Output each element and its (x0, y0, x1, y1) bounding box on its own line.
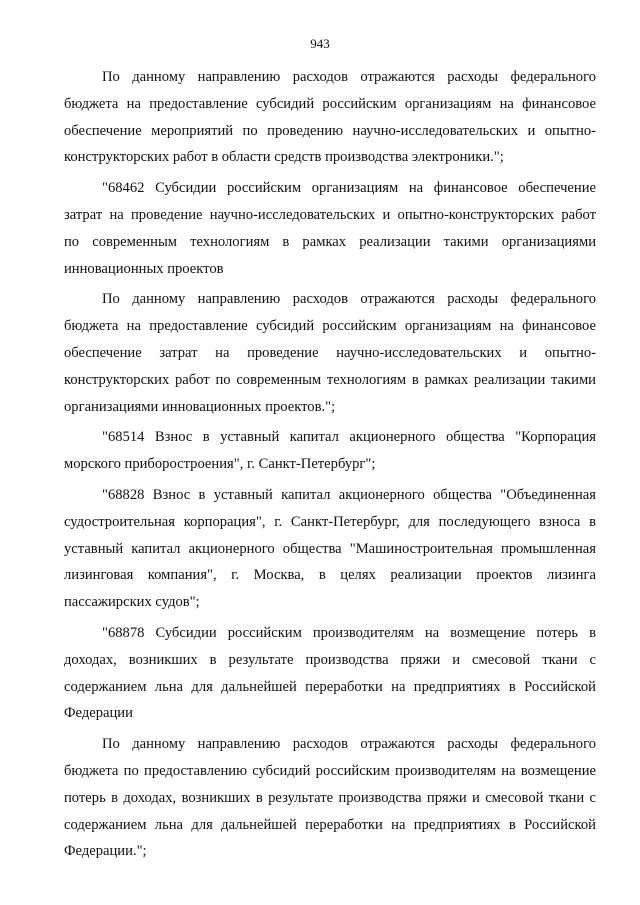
paragraph-7 (64, 731, 596, 865)
paragraph-line: "68514 Взнос в уставный капитал акционерного общества "Корпорация (102, 429, 596, 446)
paragraph-line: По данному направлению расходов отражаются расходы федерального (102, 69, 596, 85)
paragraph-5 (64, 482, 596, 616)
paragraph-line: обеспечение затрат на проведение научно-исследовательских и опытно- (64, 344, 596, 361)
paragraph-line: бюджета на предоставление субсидий российским организациям на финансовое (64, 318, 596, 335)
paragraph-4 (64, 424, 596, 478)
paragraph-2 (64, 175, 596, 282)
paragraph-line: бюджета на предоставление субсидий российским организациям на финансовое (64, 95, 596, 112)
paragraph-line: По данному направлению расходов отражаются расходы федерального (102, 291, 596, 308)
paragraph-line: "68878 Субсидии российским производителям на возмещение потерь в (102, 624, 596, 641)
paragraph-line: пассажирских судов"; (64, 594, 200, 611)
paragraph-line: По данному направлению расходов отражаются расходы федерального (102, 736, 596, 753)
paragraph-line: Федерации (64, 705, 133, 722)
paragraph-line: уставный капитал акционерного общества "Машиностроительная промышленная (64, 540, 596, 557)
paragraph-line: судостроительная корпорация", г. Санкт-Петербург, для последующего взноса в (64, 513, 596, 530)
page-number: 943 (310, 36, 330, 51)
paragraph-line: обеспечение мероприятий по проведению научно-исследовательских и опытно- (64, 122, 596, 139)
paragraph-6 (64, 620, 596, 727)
paragraph-line: лизинговая компания", г. Москва, в целях реализации проектов лизинга (64, 567, 596, 584)
document-body (64, 64, 596, 865)
paragraph-line: затрат на проведение научно-исследовательских и опытно-конструкторских работ (64, 206, 596, 223)
paragraph-line: "68462 Субсидии российским организациям на финансовое обеспечение (102, 180, 596, 197)
paragraph-line: конструкторских работ по современным технологиям в рамках реализации такими (64, 371, 596, 388)
paragraph-line: инновационных проектов (64, 260, 224, 277)
paragraph-line: "68828 Взнос в уставный капитал акционерного общества "Объединенная (102, 486, 596, 503)
paragraph-line: морского приборостроения", г. Санкт-Петербург"; (64, 456, 376, 473)
paragraph-line: бюджета по предоставлению субсидий российским производителям на возмещение (64, 762, 596, 779)
paragraph-line: доходах, возникших в результате производства пряжи и смесовой ткани с (64, 651, 596, 668)
paragraph-line: конструкторских работ в области средств производства электроники."; (64, 149, 504, 166)
paragraph-line: организациями инновационных проектов."; (64, 398, 336, 415)
paragraph-line: по современным технологиям в рамках реализации такими организациями (64, 233, 596, 250)
paragraph-1 (64, 64, 596, 171)
paragraph-line: содержанием льна для дальнейшей переработки на предприятиях в Российской (64, 678, 596, 695)
paragraph-line: содержанием льна для дальнейшей переработки на предприятиях в Российской (64, 816, 596, 833)
paragraph-3 (64, 286, 596, 420)
paragraph-line: Федерации."; (64, 843, 147, 860)
paragraph-line: потерь в доходах, возникших в результате производства пряжи и смесовой ткани с (64, 789, 596, 806)
